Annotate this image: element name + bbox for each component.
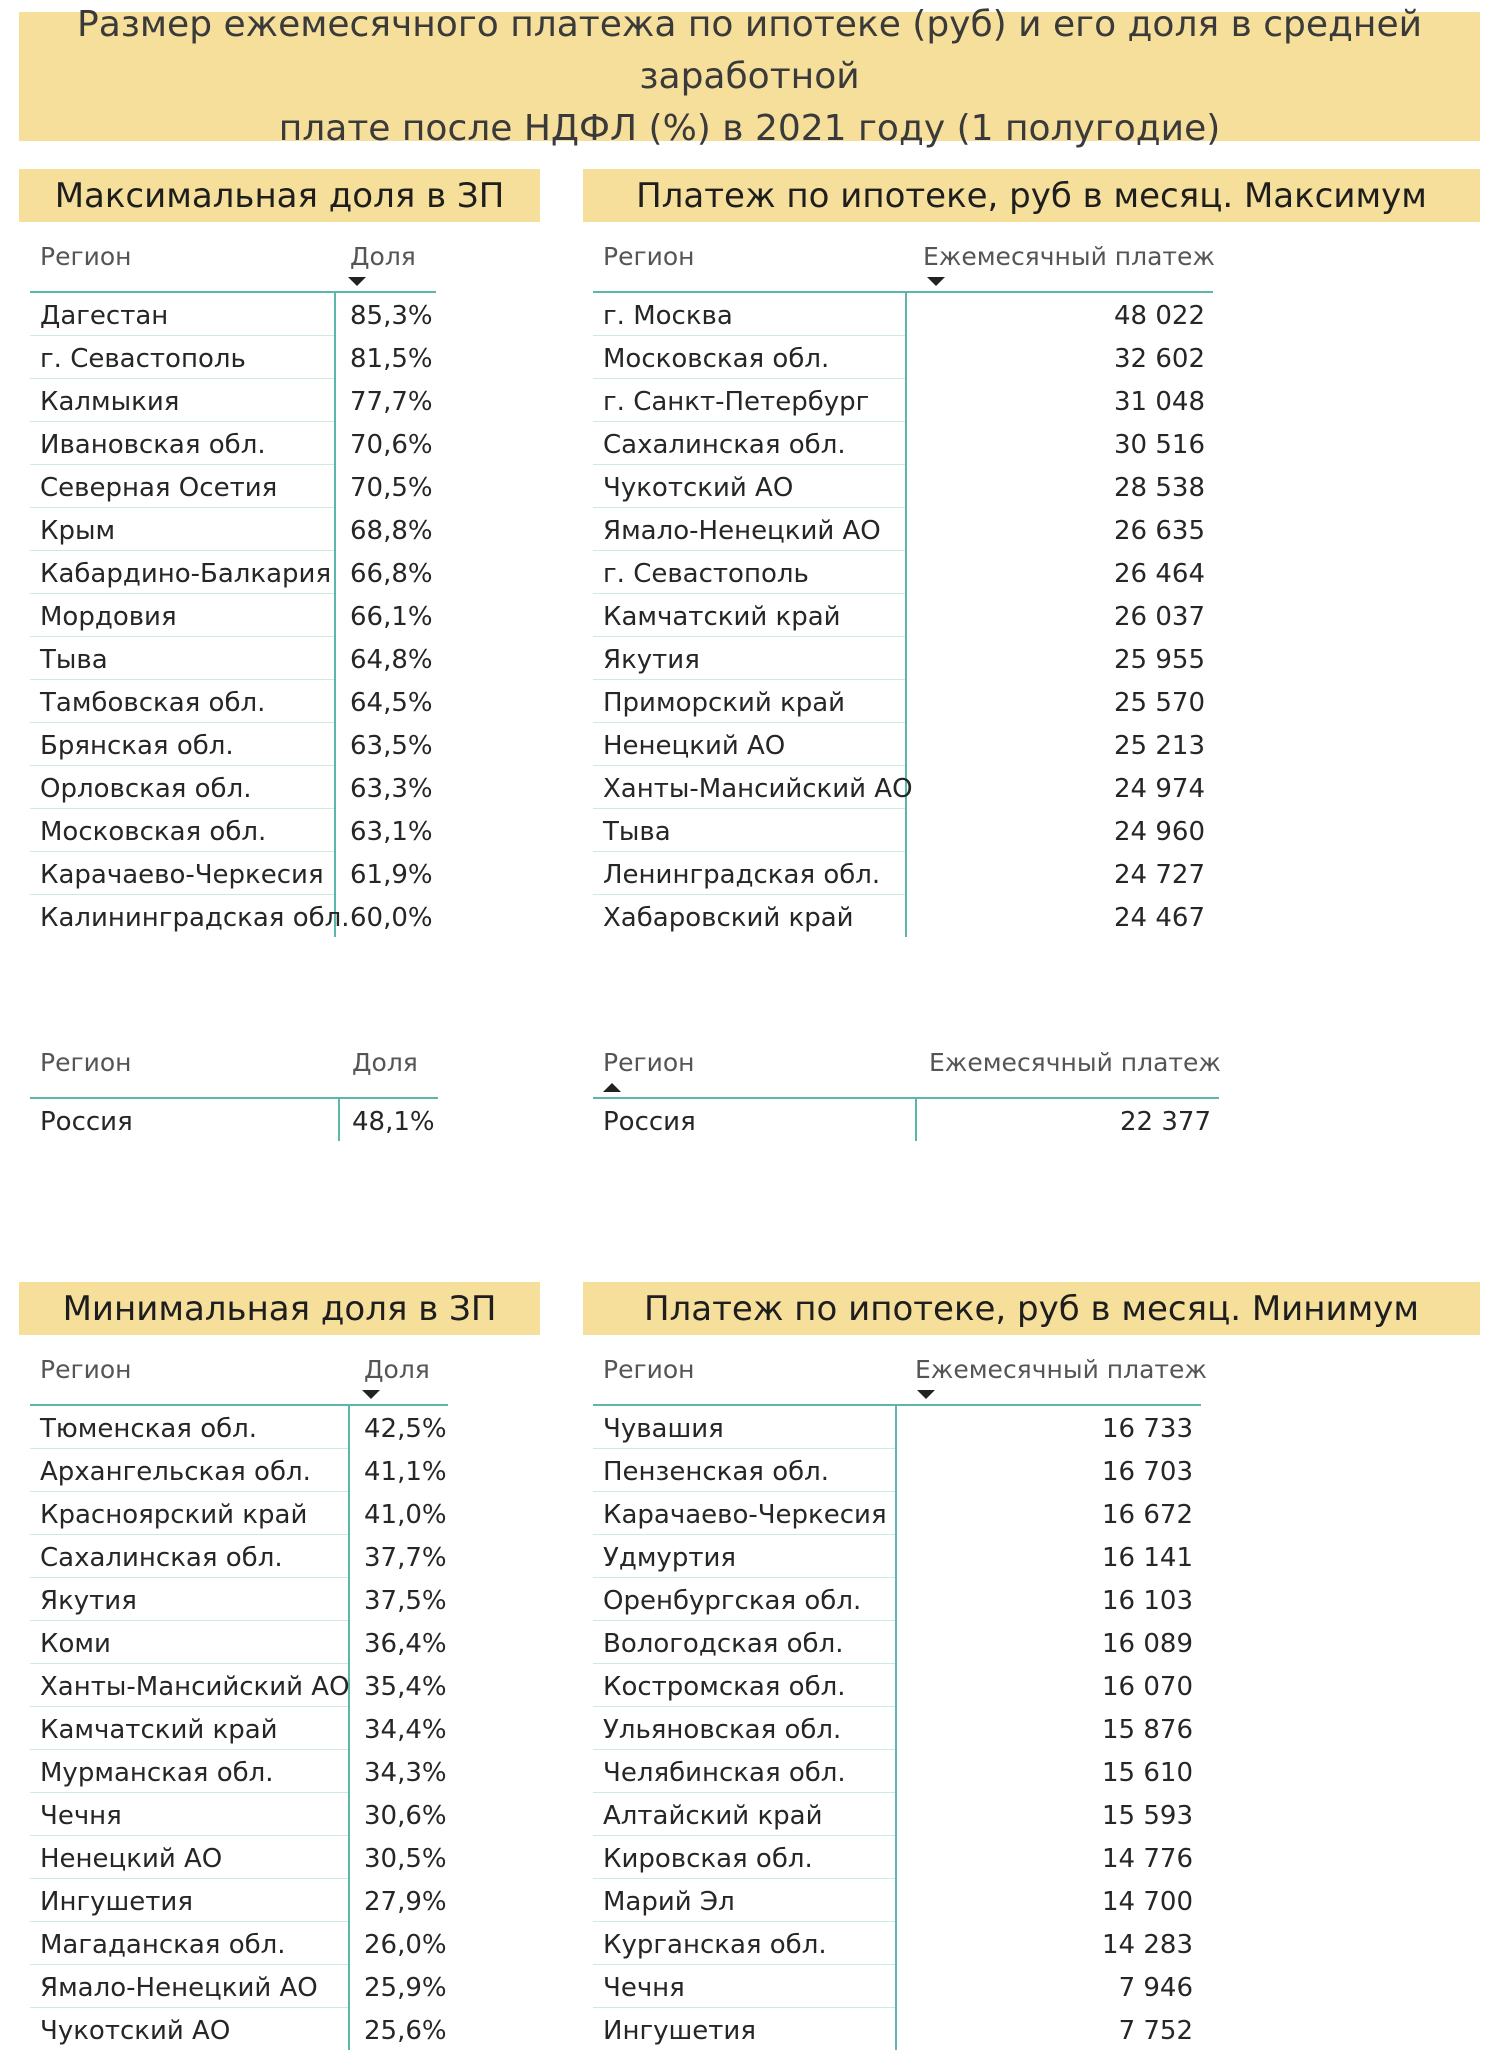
sort-descending-icon[interactable] [917,1390,935,1399]
table-row [30,379,433,422]
cell-region: Костромская обл. [603,1672,846,1702]
cell-value: 60,0% [350,903,433,933]
cell-value: 70,6% [350,430,433,460]
cell-value: 30 516 [1114,430,1205,460]
column-divider [348,1406,350,2050]
cell-region: Сахалинская обл. [603,430,846,460]
max-payment-table [593,234,1213,937]
table-row [593,1492,1193,1535]
cell-region: Кировская обл. [603,1844,813,1874]
table-row [593,551,1205,594]
cell-region: Сахалинская обл. [40,1543,283,1573]
table-row [30,1449,447,1492]
cell-value: 25,6% [364,2016,447,2046]
cell-value: 16 089 [1102,1629,1193,1659]
column-divider [915,1099,917,1141]
table-header [30,1347,448,1406]
table-body [30,1099,438,1141]
table-row [30,1836,447,1879]
table-body [593,293,1213,937]
cell-region: Чечня [603,1973,685,2003]
cell-value: 64,8% [350,645,433,675]
cell-value: 28 538 [1114,473,1205,503]
table-row [593,809,1205,852]
table-row [593,465,1205,508]
table-row [593,680,1205,723]
table-row [30,895,433,937]
cell-region: Калмыкия [40,387,180,417]
cell-region: Алтайский край [603,1801,823,1831]
table-header [30,234,436,293]
cell-value: 27,9% [364,1887,447,1917]
cell-value: 16 703 [1102,1457,1193,1487]
min-payment-table [593,1347,1207,2050]
table-row [30,1922,447,1965]
sort-ascending-icon[interactable] [603,1083,621,1092]
table-row [30,1099,435,1141]
cell-value: 14 283 [1102,1930,1193,1960]
cell-value: 24 727 [1114,860,1205,890]
table-row [30,594,433,637]
table-row [593,379,1205,422]
cell-region: Ингушетия [40,1887,193,1917]
cell-region: Ульяновская обл. [603,1715,842,1745]
cell-region: Курганская обл. [603,1930,827,1960]
table-header [30,1040,438,1099]
cell-value: 16 141 [1102,1543,1193,1573]
min-share-table [30,1347,448,2050]
cell-region: Карачаево-Черкесия [603,1500,887,1530]
cell-region: Чувашия [603,1414,724,1444]
sort-descending-icon[interactable] [362,1390,380,1399]
column-divider [905,293,907,937]
cell-region: Московская обл. [40,817,267,847]
cell-region: Красноярский край [40,1500,308,1530]
cell-region: Коми [40,1629,111,1659]
column-header-region[interactable]: Регион [603,1048,695,1077]
column-header-value[interactable]: Ежемесячный платеж [929,1048,1221,1077]
cell-value: 30,5% [364,1844,447,1874]
table-row [30,1535,447,1578]
cell-region: Магаданская обл. [40,1930,286,1960]
table-row [30,637,433,680]
cell-region: Якутия [40,1586,137,1616]
cell-value: 66,8% [350,559,433,589]
table-row [593,1965,1193,2008]
table-row [593,1707,1193,1750]
table-row [30,465,433,508]
cell-value: 14 776 [1102,1844,1193,1874]
cell-value: 48,1% [352,1107,435,1137]
table-body [30,293,436,937]
table-row [593,1578,1193,1621]
table-row [30,1965,447,2008]
cell-region: Крым [40,516,116,546]
sort-descending-icon[interactable] [348,277,366,286]
cell-region: Орловская обл. [40,774,252,804]
cell-region: Ханты-Мансийский АО [603,774,913,804]
cell-region: Карачаево-Черкесия [40,860,324,890]
min-payment-title: Платеж по ипотеке, руб в месяц. Минимум [583,1282,1480,1335]
cell-region: Приморский край [603,688,846,718]
cell-region: Тыва [40,645,108,675]
cell-value: 41,1% [364,1457,447,1487]
table-row [593,895,1205,937]
table-row [593,422,1205,465]
cell-value: 7 752 [1118,2016,1193,2046]
cell-value: 63,3% [350,774,433,804]
cell-region: г. Москва [603,301,733,331]
table-row [30,422,433,465]
cell-region: Камчатский край [40,1715,278,1745]
table-row [30,293,433,336]
cell-value: 15 876 [1102,1715,1193,1745]
cell-region: Северная Осетия [40,473,278,503]
cell-region: Тюменская обл. [40,1414,258,1444]
table-row [593,1099,1211,1141]
cell-region: Ямало-Ненецкий АО [40,1973,318,2003]
table-row [593,2008,1193,2050]
table-row [30,1793,447,1836]
cell-region: Ненецкий АО [603,731,786,761]
table-row [593,1406,1193,1449]
cell-value: 77,7% [350,387,433,417]
cell-region: г. Севастополь [603,559,809,589]
cell-value: 64,5% [350,688,433,718]
cell-region: Вологодская обл. [603,1629,844,1659]
table-row [593,1621,1193,1664]
cell-region: Брянская обл. [40,731,234,761]
table-row [30,1578,447,1621]
cell-value: 24 467 [1114,903,1205,933]
table-header [593,1347,1207,1406]
cell-region: Чукотский АО [40,2016,231,2046]
table-header [593,1040,1219,1099]
cell-value: 61,9% [350,860,433,890]
cell-value: 37,5% [364,1586,447,1616]
cell-value: 41,0% [364,1500,447,1530]
cell-value: 14 700 [1102,1887,1193,1917]
cell-value: 66,1% [350,602,433,632]
cell-value: 37,7% [364,1543,447,1573]
table-row [593,852,1205,895]
cell-value: 48 022 [1114,301,1205,331]
cell-region: Дагестан [40,301,169,331]
cell-value: 25,9% [364,1973,447,2003]
cell-value: 31 048 [1114,387,1205,417]
column-divider [895,1406,897,2050]
cell-region: г. Санкт-Петербург [603,387,870,417]
table-row [593,594,1205,637]
cell-value: 24 974 [1114,774,1205,804]
cell-region: Кабардино-Балкария [40,559,332,589]
table-body [593,1099,1219,1141]
table-row [593,1836,1193,1879]
cell-region: Оренбургская обл. [603,1586,862,1616]
column-header-value[interactable]: Доля [364,1355,430,1384]
table-row [30,508,433,551]
table-row [30,1621,447,1664]
table-row [593,1449,1193,1492]
column-header-value[interactable]: Доля [352,1048,418,1077]
cell-region: Московская обл. [603,344,830,374]
cell-region: Марий Эл [603,1887,735,1917]
cell-value: 42,5% [364,1414,447,1444]
russia-share-table [30,1040,438,1141]
cell-value: 26 037 [1114,602,1205,632]
column-header-region[interactable]: Регион [40,1355,132,1384]
cell-value: 16 733 [1102,1414,1193,1444]
cell-region: Тыва [603,817,671,847]
table-row [30,1406,447,1449]
table-row [593,1535,1193,1578]
cell-value: 32 602 [1114,344,1205,374]
table-row [30,680,433,723]
cell-region: Калининградская обл. [40,903,350,933]
cell-value: 15 593 [1102,1801,1193,1831]
table-row [593,1793,1193,1836]
table-row [593,723,1205,766]
column-header-region[interactable]: Регион [40,1048,132,1077]
cell-value: 70,5% [350,473,433,503]
cell-region: Удмуртия [603,1543,737,1573]
column-divider [334,293,336,937]
cell-value: 30,6% [364,1801,447,1831]
table-row [593,1922,1193,1965]
cell-value: 26 464 [1114,559,1205,589]
cell-region: Ханты-Мансийский АО [40,1672,350,1702]
report-title: Размер ежемесячного платежа по ипотеке (руб) и его доля в средней заработной плате после НДФЛ (%) в 2021 году (1 полугодие) [76,3,1422,149]
cell-region: Челябинская обл. [603,1758,846,1788]
table-row [30,1492,447,1535]
table-row [30,1664,447,1707]
table-body [30,1406,448,2050]
cell-region: Россия [603,1107,696,1137]
table-row [593,1664,1193,1707]
cell-value: 26,0% [364,1930,447,1960]
column-header-region[interactable]: Регион [40,242,132,271]
cell-value: 25 955 [1114,645,1205,675]
table-row [30,852,433,895]
russia-payment-table [593,1040,1219,1141]
table-row [30,723,433,766]
column-divider [338,1099,340,1141]
table-row [593,1879,1193,1922]
table-row [593,293,1205,336]
cell-value: 63,5% [350,731,433,761]
cell-region: Ямало-Ненецкий АО [603,516,881,546]
column-header-value[interactable]: Ежемесячный платеж [915,1355,1207,1384]
cell-value: 16 070 [1102,1672,1193,1702]
cell-value: 24 960 [1114,817,1205,847]
cell-value: 7 946 [1118,1973,1193,2003]
cell-region: г. Севастополь [40,344,246,374]
table-row [30,336,433,379]
table-row [30,551,433,594]
cell-value: 16 672 [1102,1500,1193,1530]
cell-region: Россия [40,1107,133,1137]
cell-region: Чечня [40,1801,122,1831]
cell-region: Архангельская обл. [40,1457,311,1487]
cell-value: 16 103 [1102,1586,1193,1616]
cell-region: Камчатский край [603,602,841,632]
table-row [30,766,433,809]
cell-region: Якутия [603,645,700,675]
cell-value: 34,4% [364,1715,447,1745]
table-header [593,234,1213,293]
table-body [593,1406,1201,2050]
cell-region: Ивановская обл. [40,430,266,460]
cell-value: 68,8% [350,516,433,546]
column-header-value[interactable]: Ежемесячный платеж [923,242,1215,271]
cell-region: Тамбовская обл. [40,688,266,718]
table-row [593,336,1205,379]
cell-value: 85,3% [350,301,433,331]
cell-region: Мурманская обл. [40,1758,274,1788]
max-payment-title: Платеж по ипотеке, руб в месяц. Максимум [583,169,1480,222]
cell-value: 63,1% [350,817,433,847]
table-row [30,2008,447,2050]
cell-value: 81,5% [350,344,433,374]
cell-value: 35,4% [364,1672,447,1702]
column-header-region[interactable]: Регион [603,242,695,271]
table-row [593,508,1205,551]
cell-region: Ненецкий АО [40,1844,223,1874]
cell-value: 25 213 [1114,731,1205,761]
table-row [593,1750,1193,1793]
cell-region: Ингушетия [603,2016,756,2046]
cell-region: Хабаровский край [603,903,854,933]
table-row [593,637,1205,680]
cell-region: Чукотский АО [603,473,794,503]
cell-region: Ленинградская обл. [603,860,881,890]
table-row [30,1707,447,1750]
cell-value: 22 377 [1120,1107,1211,1137]
column-header-region[interactable]: Регион [603,1355,695,1384]
max-share-title: Максимальная доля в ЗП [19,169,540,222]
table-row [30,1750,447,1793]
cell-region: Пензенская обл. [603,1457,830,1487]
cell-value: 34,3% [364,1758,447,1788]
cell-value: 26 635 [1114,516,1205,546]
table-row [30,1879,447,1922]
sort-descending-icon[interactable] [927,277,945,286]
table-row [593,766,1205,809]
cell-value: 36,4% [364,1629,447,1659]
min-share-title: Минимальная доля в ЗП [19,1282,540,1335]
cell-value: 25 570 [1114,688,1205,718]
cell-value: 15 610 [1102,1758,1193,1788]
cell-region: Мордовия [40,602,177,632]
max-share-table [30,234,436,937]
column-header-value[interactable]: Доля [350,242,416,271]
report-title-banner [19,3,1480,149]
table-row [30,809,433,852]
